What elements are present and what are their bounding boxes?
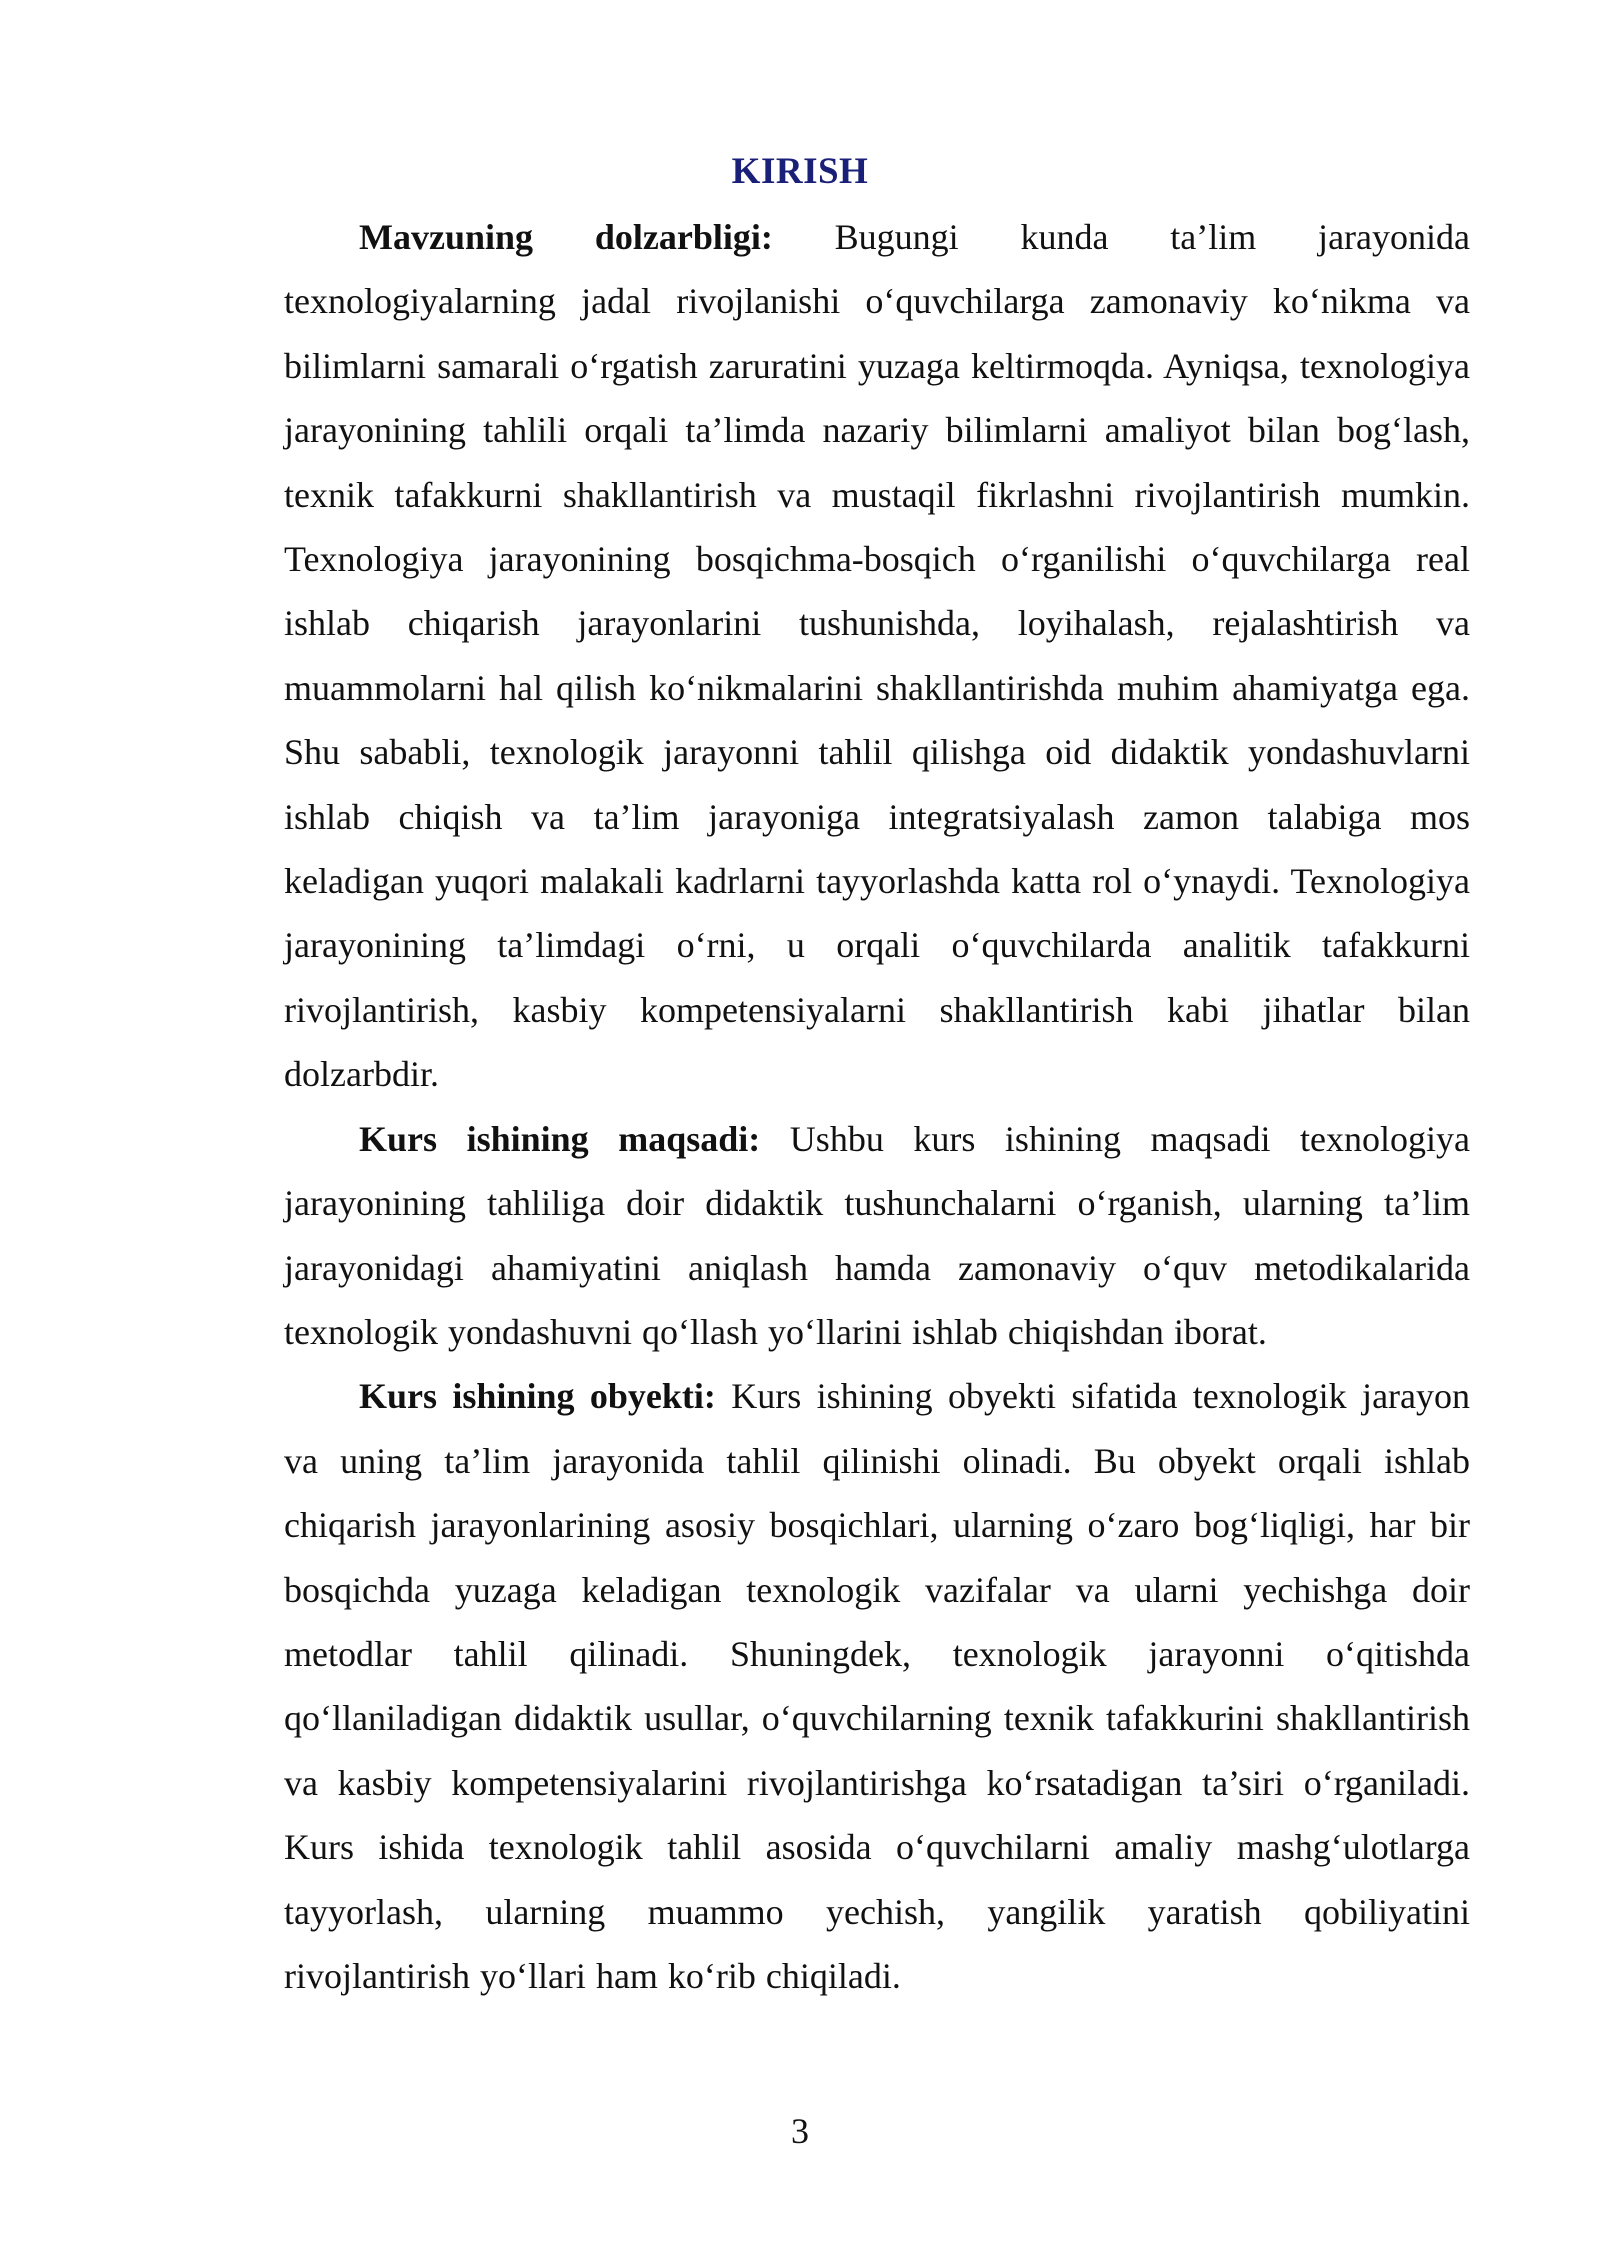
paragraph-lead: Kurs ishining maqsadi: <box>359 1118 761 1159</box>
paragraph-lead: Mavzuning dolzarbligi: <box>359 217 773 257</box>
page-number: 3 <box>791 2111 809 2151</box>
paragraph-goal <box>284 1107 1470 1365</box>
paragraph-object <box>284 1364 1470 2008</box>
paragraph-relevance <box>284 205 1470 1107</box>
document-body <box>284 205 1470 2008</box>
paragraph-lead: Kurs ishining obyekti: <box>359 1376 716 1417</box>
paragraph-text: Bugungi kunda ta’lim jarayonida texnologiyalarning jadal rivojlanishi o‘quvchilarga zamonaviy ko‘nikma va bilimlarni samarali o‘rgatish zaruratini yuzaga keltirmoqda. Ayniqsa, texnologiya jarayonining tahlili orqali ta’limda nazariy bilimlarni amaliyot bilan bog‘lash, texnik tafakkurni shakllantirish va mustaqil fikrlashni rivojlantirish mumkin. Texnologiya jarayonining bosqichma-bosqich o‘rganilishi o‘quvchilarga real ishlab chiqarish jarayonlarini tushunishda, loyihalash, rejalashtirish va muammolarni hal qilish ko‘nikmalarini shakllantirishda muhim ahamiyatga ega. Shu sababli, texnologik jarayonni tahlil qilishga oid didaktik yondashuvlarni ishlab chiqish va ta’lim jarayoniga integratsiyalash zamon talabiga mos keladigan yuqori malakali kadrlarni tayyorlashda katta rol o‘ynaydi. Texnologiya jarayonining ta’limdagi o‘rni, u orqali o‘quvchilarda analitik tafakkurni rivojlantirish, kasbiy kompetensiyalarni shakllantirish kabi jihatlar bilan dolzarbdir. <box>284 217 1470 1095</box>
paragraph-text: Ushbu kurs ishining maqsadi texnologiya jarayonining tahliliga doir didaktik tushunchalarni o‘rganish, ularning ta’lim jarayonidagi ahamiyatini aniqlash hamda zamonaviy o‘quv metodikalarida texnologik yondashuvni qo‘llash yo‘llarini ishlab chiqishdan iborat. <box>284 1118 1470 1352</box>
section-heading: KIRISH <box>731 151 869 192</box>
paragraph-text: Kurs ishining obyekti sifatida texnologik jarayon va uning ta’lim jarayonida tahlil qilinishi olinadi. Bu obyekt orqali ishlab chiqarish jarayonlarining asosiy bosqichlari, ularning o‘zaro bog‘liqligi, har bir bosqichda yuzaga keladigan texnologik vazifalar va ularni yechishga doir metodlar tahlil qilinadi. Shuningdek, texnologik jarayonni o‘qitishda qo‘llaniladigan didaktik usullar, o‘quvchilarning texnik tafakkurini shakllantirish va kasbiy kompetensiyalarini rivojlantirishga ko‘rsatadigan ta’siri o‘rganiladi. Kurs ishida texnologik tahlil asosida o‘quvchilarni amaliy mashg‘ulotlarga tayyorlash, ularning muammo yechish, yangilik yaratish qobiliyatini rivojlantirish yo‘llari ham ko‘rib chiqiladi. <box>284 1376 1471 1996</box>
